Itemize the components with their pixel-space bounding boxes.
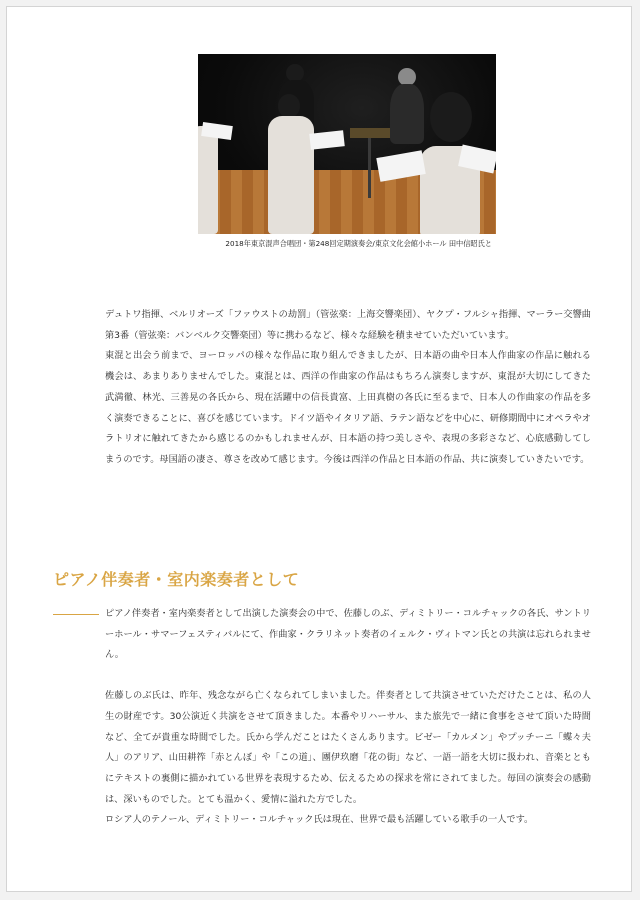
intro-paragraph: 東混と出会う前まで、ヨーロッパの様々な作品に取り組んできましたが、日本語の曲や日本人作曲家の作品に触れる機会は、あまりありませんでした。東混とは、西洋の作曲家の作品はもちろん演奏しますが、東混が大切にしてきた武満徹、林光、三善晃の各氏から、現在活躍中の信長貴富、上田真樹の各氏に至るまで、日本人の作曲家の作品を多く演奏できることに、喜びを感じています。ドイツ語やイタリア語、ラテン語などを中心に、研修期間中にオペラやオラトリオに触れてきたから感じるのかもしれませんが、日本語の持つ美しさや、表現の多彩さなど、心底感動してしまうのです。母国語の凄さ、尊さを改めて感じます。今後は西洋の作品と日本語の作品、共に演奏していきたいです。 — [105, 350, 591, 465]
page — [6, 6, 632, 892]
singer-head — [278, 94, 300, 118]
music-stand — [350, 128, 390, 138]
photo-caption: 2018年東京混声合唱団・第248回定期演奏会/東京文化会館小ホール 田中信昭氏と — [225, 239, 492, 248]
left-singer-figure — [198, 126, 218, 234]
conductor-figure — [390, 84, 424, 144]
section-paragraph: ロシア人のテノール、ディミトリー・コルチャック氏は現在、世界で最も活躍している歌手の一人です。 — [105, 814, 534, 826]
intro-paragraph: デュトワ指揮、ベルリオーズ「ファウストの劫罰」（管弦楽：上海交響楽団）、ヤクプ・フルシャ指揮、マーラー交響曲第3番（管弦楽：バンベルク交響楽団）等に携わるなど、様々な経験を積ませていただいています。 — [105, 309, 591, 341]
singer-figure — [268, 116, 314, 234]
intro-text — [105, 305, 591, 471]
score-sheet — [309, 130, 344, 149]
section-divider — [53, 614, 99, 615]
concert-photo — [198, 54, 496, 234]
section-paragraph: 佐藤しのぶ氏は、昨年、残念ながら亡くなられてしまいました。伴奏者として共演させていただけたことは、私の人生の財産です。30公演近く共演をさせて頂きました。本番やリハーサル、また旅先で一緒に食事をさせて頂いた時間など、全てが貴重な時間でした。氏から学んだことはたくさんあります。ビゼー「カルメン」やプッチーニ「蝶々夫人」のアリア、山田耕筰「赤とんぼ」や「この道」、團伊玖磨「花の街」など、一語一語を大切に扱われ、音楽とともにテキストの裏側に描かれている世界を表現するため、伝えるための探求を常にされてました。毎回の演奏会の感動は、深いものでした。とても温かく、愛情に溢れた方でした。 — [105, 690, 591, 805]
section-heading: ピアノ伴奏者・室内楽奏者として — [53, 570, 300, 589]
right-singer-head — [430, 92, 472, 142]
section-text — [105, 604, 591, 831]
section-paragraph: ピアノ伴奏者・室内楽奏者として出演した演奏会の中で、佐藤しのぶ、ディミトリー・コルチャックの各氏、サントリーホール・サマーフェスティバルにて、作曲家・クラリネット奏者のイェルク・ヴィトマン氏との共演は忘れられません。 — [105, 608, 591, 661]
music-stand-pole — [368, 138, 371, 198]
